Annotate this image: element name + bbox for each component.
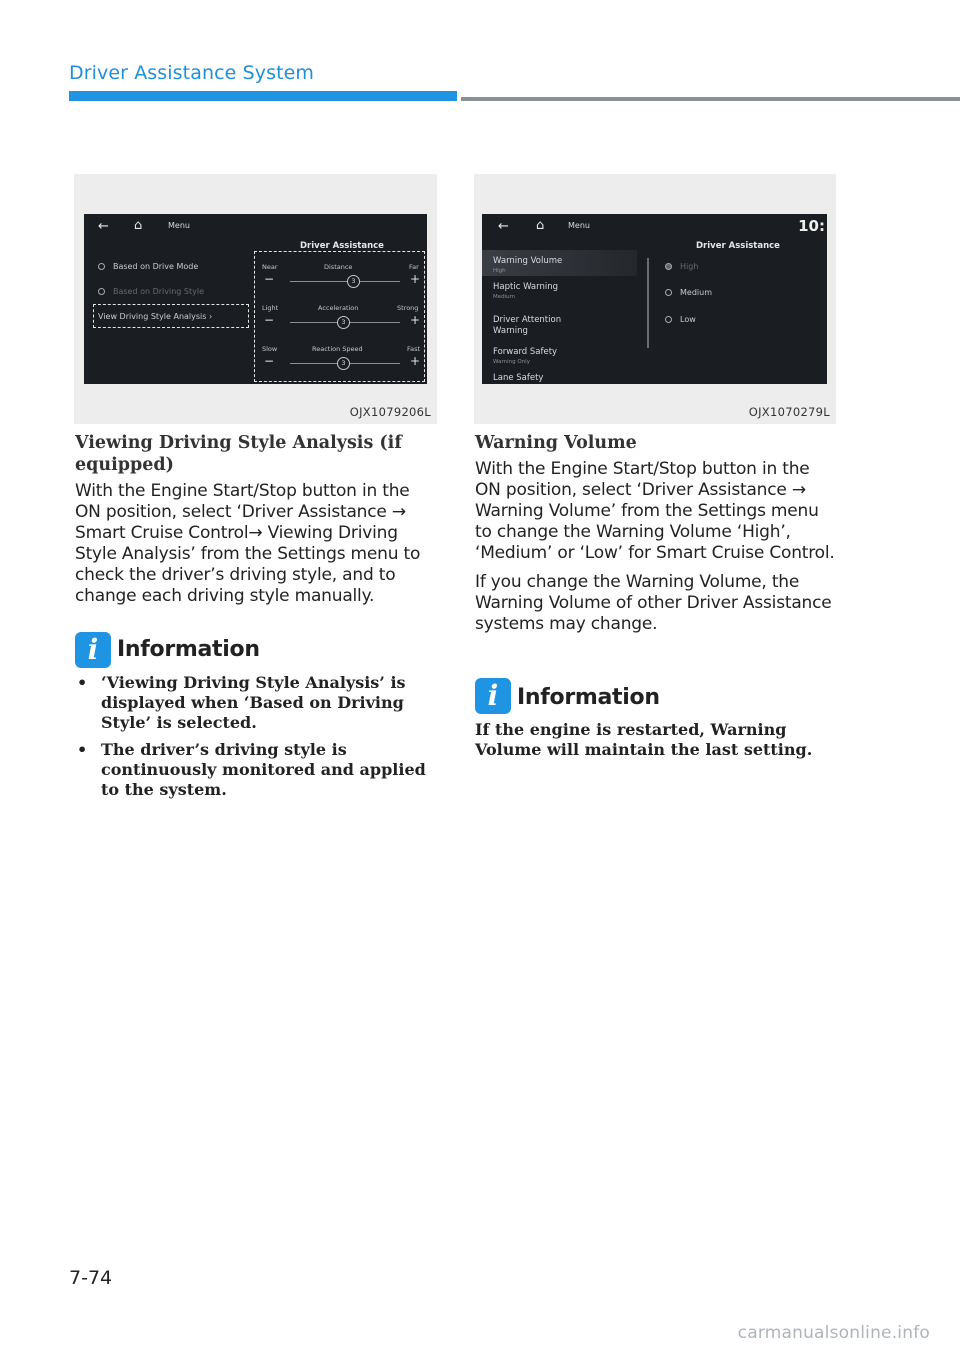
screen-panel-title: Driver Assistance	[300, 241, 384, 251]
slider-min-label: Near	[262, 263, 278, 271]
clock: 10:	[798, 217, 825, 235]
info-text: If the engine is restarted, Warning Volume will maintain the last setting.	[475, 720, 813, 759]
header-accent-bar	[69, 91, 457, 101]
menu-item-driver-attention: Driver Attention	[493, 315, 562, 325]
menu-item-value: High	[493, 268, 506, 274]
slider-max-label: Fast	[407, 345, 421, 353]
menu-item-warning-volume: Warning Volume	[493, 256, 563, 266]
section-heading: Warning Volume	[475, 433, 637, 453]
slider-max-label: Far	[409, 263, 419, 271]
radio-icon	[98, 263, 105, 270]
chevron-right-icon: ›	[209, 312, 213, 321]
slider-min-label: Light	[262, 304, 279, 312]
option-driving-style: Based on Driving Style	[98, 287, 204, 296]
choice-high: High	[665, 262, 698, 271]
slider-min-label: Slow	[262, 345, 278, 353]
home-icon: ⌂	[536, 218, 545, 233]
option-view-analysis: View Driving Style Analysis ›	[98, 312, 213, 321]
section-title: Driver Assistance System	[69, 62, 315, 84]
radio-icon	[665, 289, 672, 296]
figure-driving-style	[74, 174, 437, 424]
menu-item-driver-attention-line2: Warning	[493, 326, 528, 336]
slider-knob: 3	[337, 357, 350, 370]
minus-icon: −	[264, 313, 275, 327]
radio-icon	[665, 316, 672, 323]
header-rule	[461, 97, 960, 101]
slider-label: Acceleration	[318, 304, 359, 312]
infotainment-screen	[482, 214, 827, 384]
back-arrow-icon: ←	[98, 219, 109, 234]
screen-menu-label: Menu	[568, 221, 590, 230]
info-bullet-list	[75, 673, 437, 807]
slider-label: Distance	[324, 263, 353, 271]
section-heading: Viewing Driving Style Analysis (if equipped)	[75, 433, 402, 475]
slider-max-label: Strong	[397, 304, 419, 312]
slider-knob: 3	[347, 275, 360, 288]
body-paragraph: With the Engine Start/Stop button in the ON position, select ‘Driver Assistance → Smart Cruise Control→ Viewing Driving Style Analysis’ from the Settings menu to check the driver’s driving style, and to change each driving style manually.	[75, 481, 421, 606]
screen-menu-label: Menu	[168, 221, 190, 230]
menu-item-forward-safety: Forward Safety	[493, 347, 558, 357]
slider-knob: 3	[337, 316, 350, 329]
plus-icon: +	[410, 313, 421, 327]
home-icon: ⌂	[134, 218, 143, 233]
scrollbar	[647, 258, 649, 348]
info-title: Information	[117, 637, 260, 662]
minus-icon: −	[264, 354, 275, 368]
watermark: carmanualsonline.info	[737, 1323, 930, 1343]
choice-low: Low	[665, 315, 696, 324]
info-icon: i	[475, 678, 511, 714]
menu-item-value: Medium	[493, 294, 515, 300]
plus-icon: +	[410, 354, 421, 368]
body-paragraph: With the Engine Start/Stop button in the ON position, select ‘Driver Assistance → Warning Volume’ from the Settings menu to change the Warning Volume ‘High’, ‘Medium’ or ‘Low’ for Smart Cruise Control.	[475, 459, 835, 563]
info-icon: i	[75, 632, 111, 668]
list-item: • ‘Viewing Driving Style Analysis’ is displayed when ‘Based on Driving Style’ is selected.	[75, 673, 437, 733]
menu-item-lane-safety: Lane Safety	[493, 373, 544, 383]
menu-item-haptic-warning: Haptic Warning	[493, 282, 559, 292]
figure-caption: OJX1079206L	[349, 405, 431, 419]
menu-item-value: Warning Only	[493, 359, 530, 365]
option-drive-mode: Based on Drive Mode	[98, 262, 198, 271]
page-number: 7-74	[69, 1267, 113, 1289]
plus-icon: +	[410, 272, 421, 286]
figure-caption: OJX1070279L	[748, 405, 830, 419]
radio-icon	[98, 288, 105, 295]
radio-selected-icon	[665, 263, 672, 270]
infotainment-screen	[84, 214, 427, 384]
list-item: • The driver’s driving style is continuously monitored and applied to the system.	[75, 740, 437, 800]
back-arrow-icon: ←	[498, 219, 509, 234]
minus-icon: −	[264, 272, 275, 286]
figure-warning-volume	[474, 174, 836, 424]
choice-medium: Medium	[665, 288, 712, 297]
body-text-block	[475, 459, 840, 643]
slider-label: Reaction Speed	[312, 345, 363, 353]
screen-panel-title: Driver Assistance	[696, 241, 780, 251]
slider-track	[290, 281, 400, 282]
body-paragraph: If you change the Warning Volume, the Warning Volume of other Driver Assistance systems may change.	[475, 572, 832, 634]
info-title: Information	[517, 685, 660, 710]
